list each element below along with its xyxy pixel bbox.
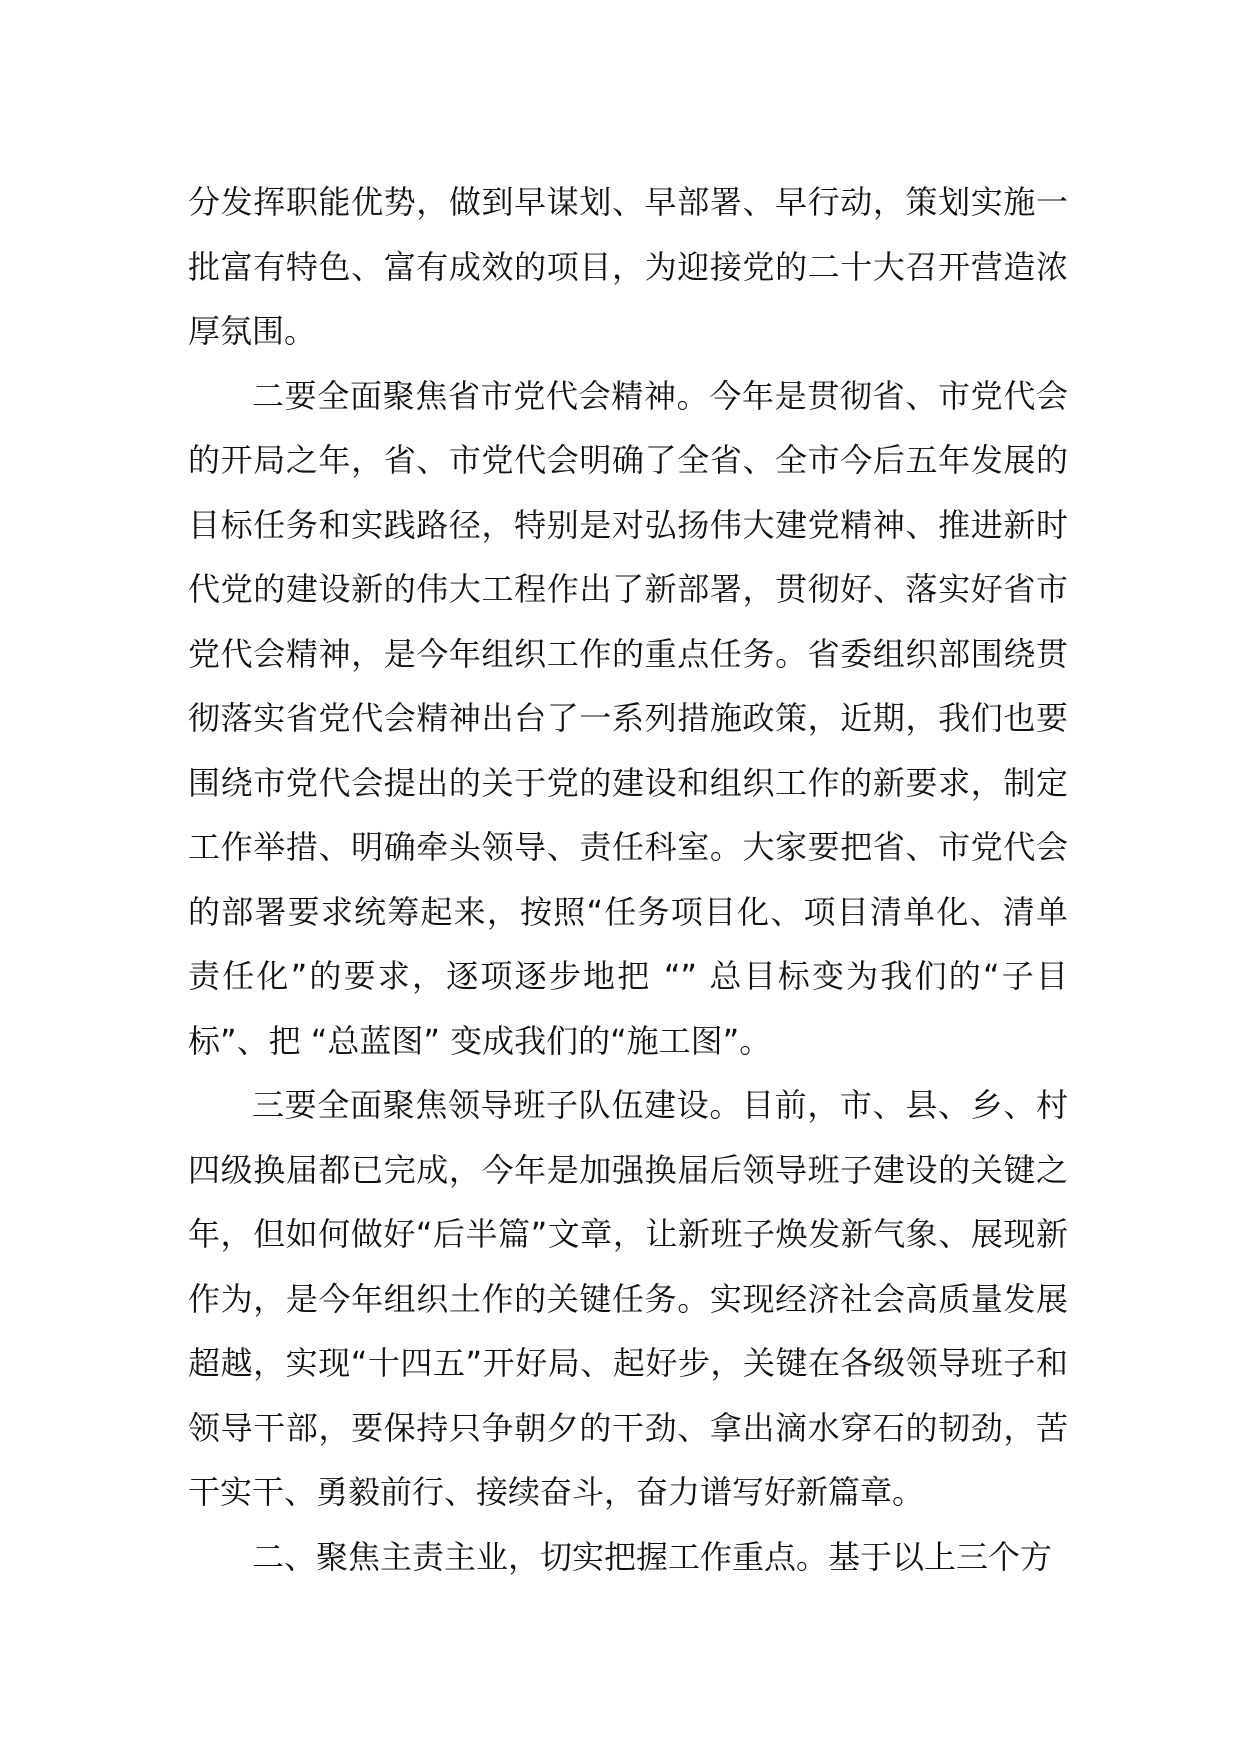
paragraph-continued: 分发挥职能优势，做到早谋划、早部署、早行动，策划实施一批富有特色、富有成效的项目，为迎接党的二十大召开营造浓厚氛围。	[188, 183, 1068, 350]
section-heading-focus-duties: 二、聚焦主责主业，切实把握工作重点。基于以上三个方	[252, 1537, 1053, 1576]
body-text	[188, 170, 1068, 1589]
paragraph-provincial-congress: 二要全面聚焦省市党代会精神。今年是贯彻省、市党代会的开局之年，省、市党代会明确了全省、全市今后五年发展的目标任务和实践路径，特别是对弘扬伟大建党精神、推进新时代党的建设新的伟大工程作出了新部署，贯彻好、落实好省市党代会精神，是今年组织工作的重点任务。省委组织部围绕贯彻落实省党代会精神出台了一系列措施政策，近期，我们也要围绕市党代会提出的关于党的建设和组织工作的新要求，制定工作举措、明确牵头领导、责任科室。大家要把省、市党代会的部署要求统筹起来，按照“任务项目化、项目清单化、清单责任化”的要求，逐项逐步地把 “” 总目标变为我们的“子目标”、把 “总蓝图” 变成我们的“施工图”。	[188, 376, 1068, 1060]
paragraph-leadership-team: 三要全面聚焦领导班子队伍建设。目前，市、县、乡、村四级换届都已完成，今年是加强换届后领导班子建设的关键之年，但如何做好“后半篇”文章，让新班子焕发新气象、展现新作为，是今年组织土作的关键任务。实现经济社会高质量发展超越，实现“十四五”开好局、起好步，关键在各级领导班子和领导干部，要保持只争朝夕的干劲、拿出滴水穿石的韧劲，苦干实干、勇毅前行、接续奋斗，奋力谱写好新篇章。	[188, 1086, 1068, 1511]
